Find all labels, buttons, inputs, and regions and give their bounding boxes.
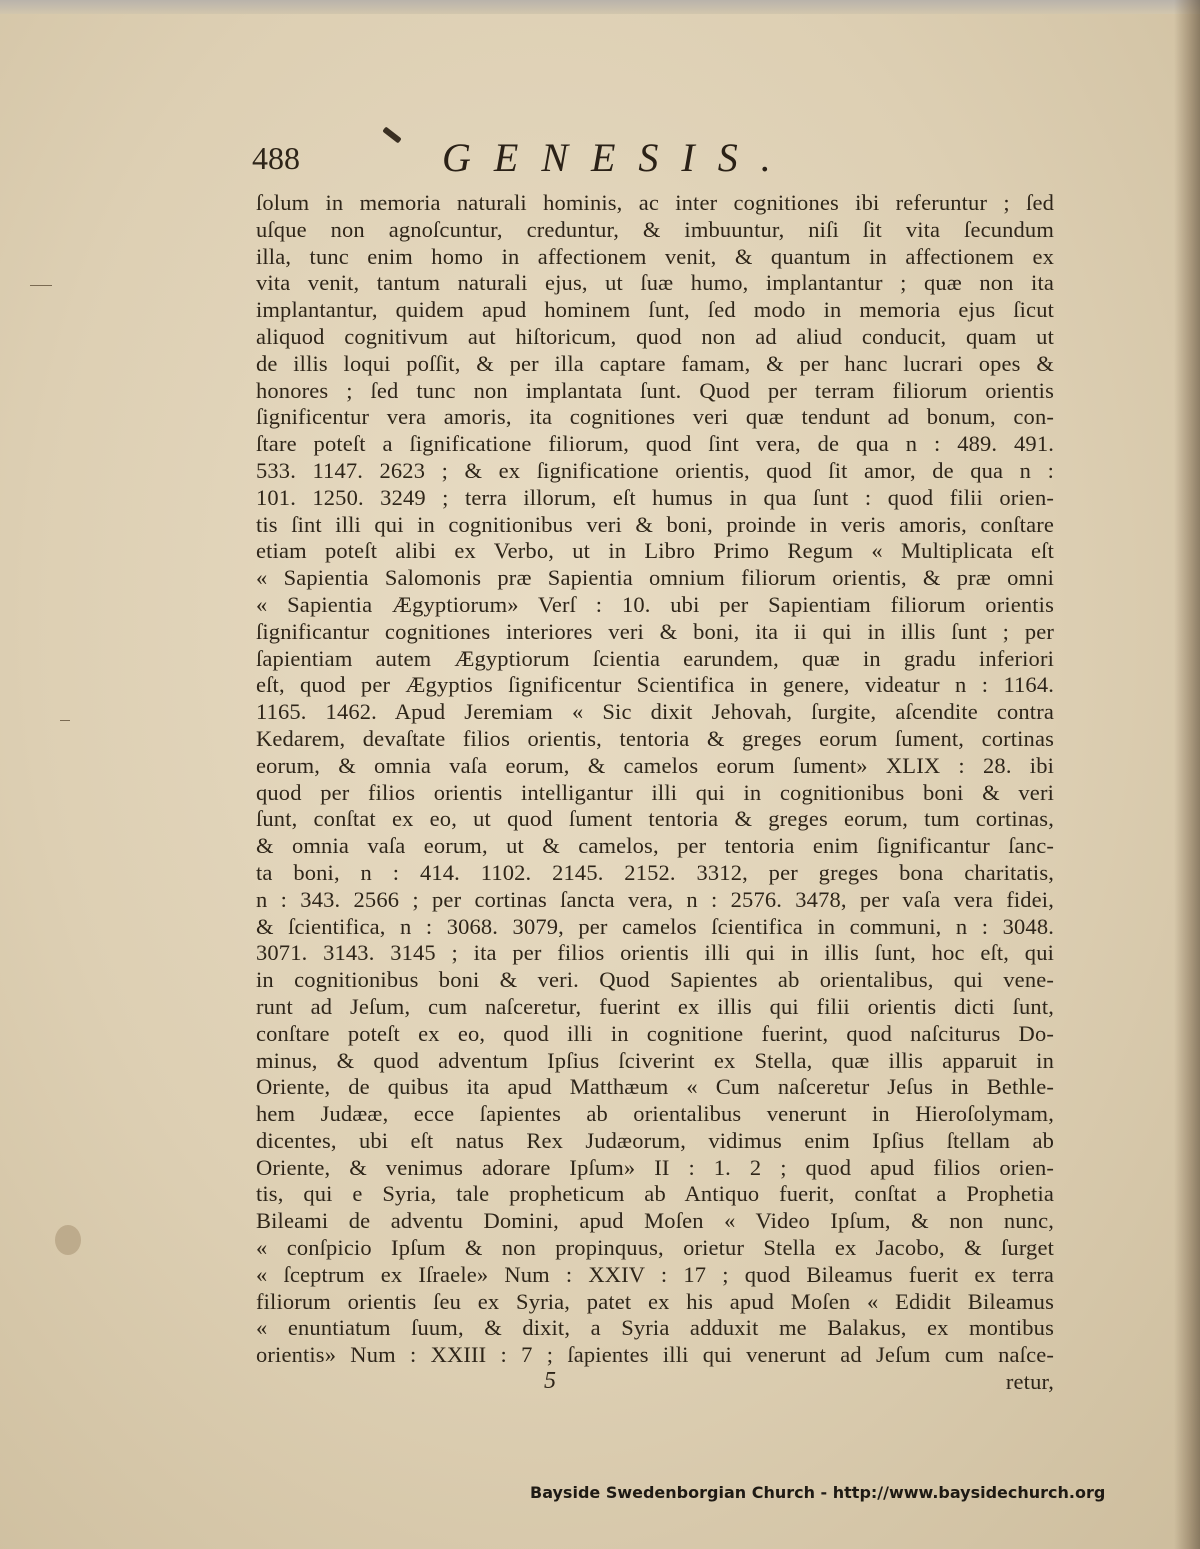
text-line: uſque non agnoſcuntur, creduntur, & imbuuntur, niſi ſit vita ſecundum (256, 216, 1054, 242)
text-line: 101. 1250. 3249 ; terra illorum, eſt humus in qua ſunt : quod filii orien- (256, 484, 1054, 510)
text-line: ſapientiam autem Ægyptiorum ſcientia earundem, quæ in gradu inferiori (256, 645, 1054, 671)
text-line: « conſpicio Ipſum & non propinquus, orietur Stella ex Jacobo, & ſurget (256, 1235, 1054, 1261)
text-line: Oriente, & venimus adorare Ipſum» II : 1. 2 ; quod apud filios orien- (256, 1154, 1054, 1180)
paper-stain (55, 1225, 81, 1255)
text-line: Oriente, de quibus ita apud Matthæum « Cum naſceretur Jeſus in Bethle- (256, 1074, 1054, 1100)
text-line: « Sapientia Salomonis præ Sapientia omnium filiorum orientis, & præ omni (256, 565, 1054, 591)
footer-credit: Bayside Swedenborgian Church - http://www.baysidechurch.org (530, 1483, 1106, 1502)
page-number: 488 (252, 140, 300, 176)
text-line: n : 343. 2566 ; per cortinas ſancta vera, n : 2576. 3478, per vaſa vera fidei, (256, 886, 1054, 912)
text-line: illa, tunc enim homo in affectionem venit, & quantum in affectionem ex (256, 243, 1054, 269)
text-line: runt ad Jeſum, cum naſceretur, fuerint ex illis qui filii orientis dicti ſunt, (256, 993, 1054, 1019)
text-line: orientis» Num : XXIII : 7 ; ſapientes illi qui venerunt ad Jeſum cum naſce- (256, 1342, 1054, 1368)
text-line: ſolum in memoria naturali hominis, ac inter cognitiones ibi referuntur ; ſed (256, 190, 1054, 215)
text-line: 533. 1147. 2623 ; & ex ſignificatione orientis, quod ſit amor, de qua n : (256, 457, 1054, 483)
text-line: hem Judææ, ecce ſapientes ab orientalibus venerunt in Hieroſolymam, (256, 1101, 1054, 1127)
text-line: eorum, & omnia vaſa eorum, & camelos eorum ſument» XLIX : 28. ibi (256, 752, 1054, 778)
scan-top-edge (0, 0, 1200, 14)
text-line: aliquod cognitivum aut hiſtoricum, quod non ad aliud conducit, quam ut (256, 323, 1054, 349)
text-line: ſunt, conſtat ex eo, ut quod ſument tentoria & greges eorum, tum cortinas, (256, 806, 1054, 832)
ink-mark (382, 126, 401, 143)
text-line: & omnia vaſa eorum, ut & camelos, per tentoria enim ſignificantur ſanc- (256, 833, 1054, 859)
text-line: implantantur, quidem apud hominem ſunt, ſed modo in memoria ejus ſicut (256, 297, 1054, 323)
text-line: filiorum orientis ſeu ex Syria, patet ex his apud Moſen « Edidit Bileamus (256, 1288, 1054, 1314)
text-line: etiam poteſt alibi ex Verbo, ut in Libro Primo Regum « Multiplicata eſt (256, 538, 1054, 564)
text-line: eſt, quod per Ægyptios ſignificentur Scientifica in genere, videatur n : 1164. (256, 672, 1054, 698)
text-line: ſignificantur cognitiones interiores veri & boni, ita ii qui in illis ſunt ; per (256, 618, 1054, 644)
text-line: in cognitionibus boni & veri. Quod Sapientes ab orientalibus, qui vene- (256, 967, 1054, 993)
text-line: de illis loqui poſſit, & per illa captare famam, & per hanc lucrari opes & (256, 350, 1054, 376)
text-line: 3071. 3143. 3145 ; ita per filios orientis illi qui in illis ſunt, hoc eſt, qui (256, 940, 1054, 966)
text-line: dicentes, ubi eſt natus Rex Judæorum, vidimus enim Ipſius ſtellam ab (256, 1127, 1054, 1153)
text-line: Bileami de adventu Domini, apud Moſen « Video Ipſum, & non nunc, (256, 1208, 1054, 1234)
text-line: vita venit, tantum naturali ejus, ut ſuæ humo, implantantur ; quæ non ita (256, 270, 1054, 296)
text-line: ſtare poteſt a ſignificatione filiorum, quod ſint vera, de qua n : 489. 491. (256, 431, 1054, 457)
text-line: ſignificentur vera amoris, ita cognitiones veri quæ tendunt ad bonum, con- (256, 404, 1054, 430)
body-text (256, 190, 1054, 1396)
text-line: minus, & quod adventum Ipſius ſciverint ex Stella, quæ illis apparuit in (256, 1047, 1054, 1073)
text-line: Kedarem, devaſtate filios orientis, tentoria & greges eorum ſument, cortinas (256, 725, 1054, 751)
text-line: & ſcientifica, n : 3068. 3079, per camelos ſcientifica in communi, n : 3048. (256, 913, 1054, 939)
signature-mark: 5 (544, 1368, 556, 1394)
text-line: « enuntiatum ſuum, & dixit, a Syria adduxit me Balakus, ex montibus (256, 1315, 1054, 1341)
running-title: GENESIS. (442, 135, 794, 180)
text-line: ta boni, n : 414. 1102. 2145. 2152. 3312, per greges bona charitatis, (256, 859, 1054, 885)
text-line: conſtare poteſt ex eo, quod illi in cognitione fuerint, quod naſciturus Do- (256, 1020, 1054, 1046)
margin-mark (30, 285, 52, 286)
text-line: quod per filios orientis intelligantur illi qui in cognitionibus boni & veri (256, 779, 1054, 805)
page-header (252, 128, 952, 188)
text-line: tis, qui e Syria, tale propheticum ab Antiquo fuerit, conſtat a Prophetia (256, 1181, 1054, 1207)
text-line: 1165. 1462. Apud Jeremiam « Sic dixit Jehovah, ſurgite, aſcendite contra (256, 699, 1054, 725)
margin-mark (60, 720, 70, 721)
text-line: « Sapientia Ægyptiorum» Verſ : 10. ubi per Sapientiam filiorum orientis (256, 591, 1054, 617)
text-line: tis ſint illi qui in cognitionibus veri & boni, proinde in veris amoris, conſtare (256, 511, 1054, 537)
page-edge-shadow (1174, 0, 1200, 1549)
text-line: retur, (1005, 1369, 1054, 1395)
text-line: « ſceptrum ex Iſraele» Num : XXIV : 17 ; quod Bileamus fuerit ex terra (256, 1261, 1054, 1287)
text-line: honores ; ſed tunc non implantata ſunt. Quod per terram filiorum orientis (256, 377, 1054, 403)
